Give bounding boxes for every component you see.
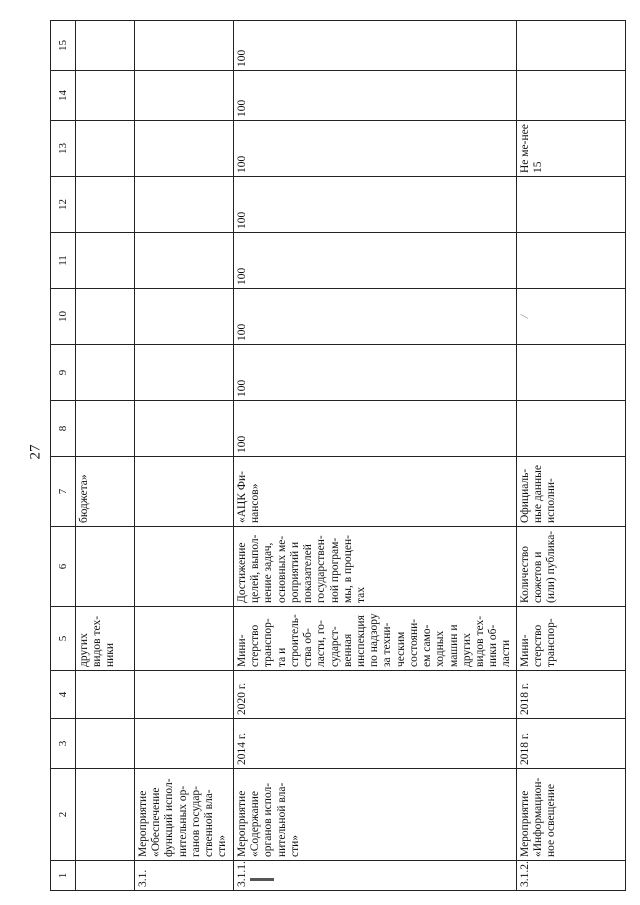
cell-value [76,289,135,345]
column-number: 7 [51,457,76,527]
column-number: 3 [51,719,76,769]
cell-value [516,233,625,289]
cell-start-year: 2014 г. [234,719,517,769]
cell-source [135,457,234,527]
cell-measure [76,769,135,861]
cell-value [135,233,234,289]
cell-executor: Мини-стерство транспор- [516,607,625,671]
cell-value: 100 [234,289,517,345]
cell-value [76,71,135,121]
rotated-table-wrapper [50,40,590,891]
cell-value [135,177,234,233]
cell-start-year [135,719,234,769]
cell-measure: Мероприятие «Информацион-ное освещение [516,769,625,861]
cell-value: 100 [234,121,517,177]
cell-value [76,233,135,289]
cell-value: 100 [234,71,517,121]
column-number: 9 [51,345,76,401]
column-number: 6 [51,527,76,607]
column-number: 11 [51,233,76,289]
table-row [135,21,234,891]
cell-value [135,401,234,457]
cell-measure: Мероприятие «Обеспечение функций испол-нительных ор-ганов государ-ственной вла-сти» [135,769,234,861]
cell-end-year [76,671,135,719]
column-number: 13 [51,121,76,177]
cell-executor: Мини-стерство транспор-та и строитель-ства об-ласти, го-сударст-венная инспекция по надзору за техни-ческим состояни-ем само-ходных машин и других видов тех-ники об-ласти [234,607,517,671]
cell-value [76,21,135,71]
program-measures-table [50,20,626,891]
cell-measure: Мероприятие «Содержание органов испол-нительной вла-сти» [234,769,517,861]
cell-number [76,861,135,891]
cell-value: / [516,289,625,345]
column-number: 14 [51,71,76,121]
cell-end-year: 2018 г. [516,671,625,719]
column-number: 1 [51,861,76,891]
cell-value [135,121,234,177]
cell-value [76,345,135,401]
cell-indicator: Количество сюжетов и (или) публика- [516,527,625,607]
cell-indicator [135,527,234,607]
column-number: 10 [51,289,76,345]
cell-value [516,21,625,71]
cell-source: «АЦК Фи-нансов» [234,457,517,527]
table-row [76,21,135,891]
cell-value: 100 [234,345,517,401]
cell-executor [135,607,234,671]
cell-number: 3.1. [135,861,234,891]
cell-value [516,401,625,457]
cell-number: 3.1.2. [516,861,625,891]
cell-value: Не ме-нее 15 [516,121,625,177]
table-row [234,21,517,891]
cell-value: 100 [234,177,517,233]
cell-value [76,177,135,233]
cell-value: 100 [234,401,517,457]
cell-value [516,345,625,401]
column-number: 2 [51,769,76,861]
cell-value [516,177,625,233]
cell-start-year: 2018 г. [516,719,625,769]
cell-value: 100 [234,233,517,289]
column-number: 5 [51,607,76,671]
column-number: 4 [51,671,76,719]
cell-start-year [76,719,135,769]
column-number: 8 [51,401,76,457]
cell-value [516,71,625,121]
cell-source: Официаль-ные данные исполни- [516,457,625,527]
column-number: 12 [51,177,76,233]
cell-value [135,345,234,401]
cell-source: бюджета» [76,457,135,527]
cell-value [76,401,135,457]
cell-value [135,289,234,345]
cell-end-year: 2020 г. [234,671,517,719]
cell-indicator [76,527,135,607]
cell-value: 100 [234,21,517,71]
column-number: 15 [51,21,76,71]
cell-number: 3.1.1. [234,861,517,891]
cell-executor: других видов тех-ники [76,607,135,671]
cell-value [76,121,135,177]
page-number: 27 [27,444,44,460]
cell-end-year [135,671,234,719]
cell-value [135,21,234,71]
cell-value [135,71,234,121]
table-row [516,21,625,891]
cell-indicator: Достижение целей, выпол-нение задач, основных ме-роприятий и показателей государствен-ной програм-мы, в процен-тах [234,527,517,607]
column-number-row [51,21,76,891]
